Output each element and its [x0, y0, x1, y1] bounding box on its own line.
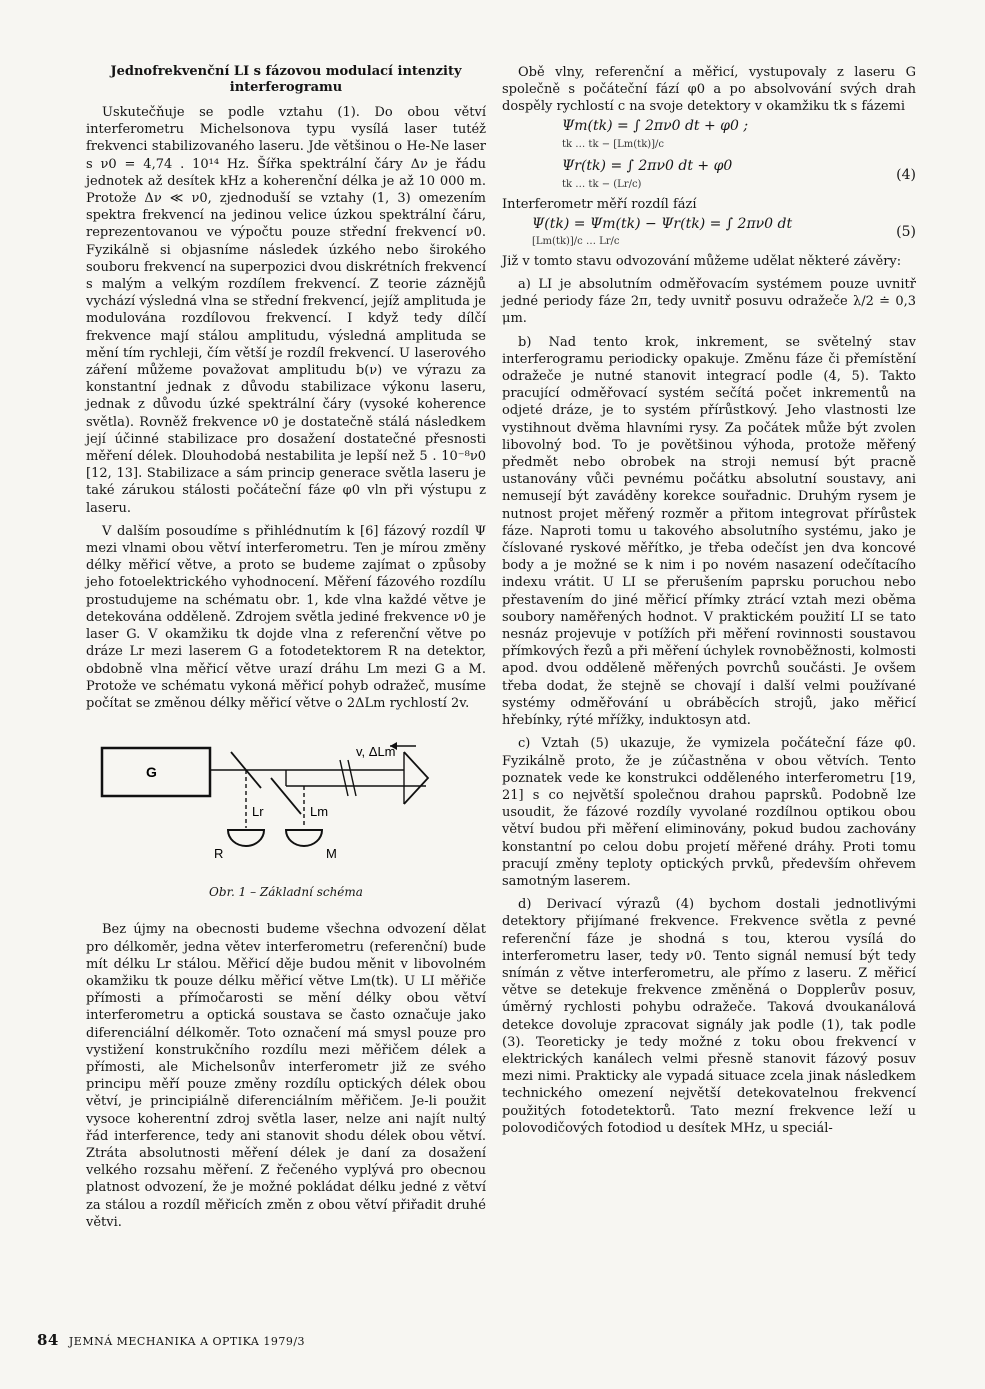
paragraph: a) LI je absolutním odměřovacím systémem pouze uvnitř jedné periody fáze 2π, tedy uvnitř posuvu odražeče λ/2 ≐ 0,3 μm.	[502, 277, 916, 327]
equation-number: (5)	[896, 224, 916, 241]
journal-name: JEMNÁ MECHANIKA A OPTIKA 1979/3	[68, 1335, 306, 1348]
equation-limits: tk … tk − (Lr/c)	[562, 178, 642, 190]
page-footer	[37, 1331, 305, 1349]
paragraph: b) Nad tento krok, inkrement, se světelný stav interferogramu periodicky opakuje. Změnu fáze či přemístění odražeče je nutné stanovit integrací podle (4, 5). Takto pracující odměřovací systém sečítá počet inkrementů na odjeté dráze, je to systém přírůstkový. Jeho vlastnosti lze vystihnout dvěma hlavními rysy. Za počátek může být zvolen libovolný bod. To je povětšinou výhoda, protože měřený předmět nebo obrobek na stroji nemusí být pracně ustanovány vůči pevnému počátku absolutní soustavy, ani nemusejí být zaváděny korekce souřadnic. Druhým rysem je nutnost projet měřený rozměr a přitom integrovat přírůstek fáze. Naproti tomu u takového absolutního systému, jako je číslované ryskové měřítko, je třeba odečíst jen dva koncové body a je možné se k nim i po novém nasazení odečítacího indexu vrátit. U LI se přerušením paprsku poruchou nebo přestavením do jiné měřicí přímky ztrácí vztah mezi oběma soubory naměřených hodnot. V praktickém použití LI se tato nesnáz projevuje v potížích při měření rovinnosti soustavou přímkových řezů a při měření úchylek rovnoběžnosti, kolmosti apod. dvou odděleně měřených povrchů součásti. Je ovšem třeba dodat, že stejně se chovají i další velmi používané systémy odměřování u obráběcích strojů, jako měřicí hřebínky, rýté mřížky, induktosyn atd.	[502, 334, 916, 729]
equation-text: Ψm(tk) = ∫ 2πν0 dt + φ0 ;	[562, 118, 749, 135]
label-G: G	[146, 764, 157, 781]
paragraph: Uskutečňuje se podle vztahu (1). Do obou větví interferometru Michelsonova typu vysílá laser tutéž frekvenci stabilizovaného laseru. Jde většinou o He-Ne laser s ν0 = 4,74 . 10¹⁴ Hz. Šířka spektrální čáry Δν je řádu jednotek až desítek kHz a koherenční délka je až 10 000 m. Protože Δν ≪ ν0, zjednoduší se vztahy (1, 3) omezením spektra frekvencí na jedinou velice úzkou spektrální čáru, reprezentovanou ve výpočtu pouze střední frekvencí ν0. Fyzikálně si objasníme následek úzkého nebo širokého souboru frekvencí na superpozici dvou diskrétních frekvencí s malým a velkým rozdílem frekvencí. Z teorie záznějů vychází výsledná vlna se střední frekvencí, jejíž amplituda je modulována rozdílovou frekvencí. I když tedy dílčí frekvence mají stálou amplitudu, výsledná amplituda se mění tím rychleji, čím větší je rozdíl frekvencí. U laserového záření můžeme považovat amplitudu b(ν) ve výrazu za konstantní jednak z důvodu stabilizace výkonu laseru, jednak z důvodu úzké spektrální čáry (vysoké koherence světla). Rovněž frekvence ν0 je dostatečně stálá následkem její účinné stabilizace pro dosažení dostatečné přesnosti měření délek. Dlouhodobá nestabilita je lepší než 5 . 10⁻⁸ν0 [12, 13]. Stabilizace a sám princip generace světla laseru je také zárukou stálosti počáteční fáze φ0 vln při výstupu z laseru.	[86, 105, 486, 516]
label-M: M	[326, 846, 337, 862]
paragraph: Již v tomto stavu odvozování můžeme udělat některé závěry:	[502, 253, 902, 269]
equation-text: Ψ(tk) = Ψm(tk) − Ψr(tk) = ∫ 2πν0 dt	[532, 215, 793, 232]
paragraph: V dalším posoudíme s přihlédnutím k [6] fázový rozdíl Ψ mezi vlnami obou větví interferometru. Ten je mírou změny délky měřicí větve, a proto se budeme zajímat o způsoby jeho fotoelektrického vyhodnocení. Měření fázového rozdílu prostudujeme na schématu obr. 1, kde vlna každé větve je detekována odděleně. Zdrojem světla jediné frekvence ν0 je laser G. V okamžiku tk dojde vlna z referenční větve po dráze Lr mezi laserem G a fotodetektorem R na detektor, obdobně vlna měřicí větve urazí dráhu Lm mezi G a M. Protože ve schématu vykoná měřicí pohyb odražeč, musíme počítat se změnou délky měřicí větve o 2ΔLm rychlostí 2v.	[86, 523, 486, 711]
left-column	[86, 64, 486, 1231]
label-v-dLm: v, ΔLm	[356, 744, 396, 760]
equation-limits: [Lm(tk)]/c … Lr/c	[532, 235, 620, 247]
page-number: 84	[37, 1331, 59, 1349]
section-heading: Jednofrekvenční LI s fázovou modulací intenzity interferogramu	[110, 64, 462, 95]
paragraph: c) Vztah (5) ukazuje, že vymizela počáteční fáze φ0. Fyzikálně proto, že je zúčastněna v obou větvích. Tento poznatek vede ke konstrukci odděleného interferometru [19, 21] s co největší společnou drahou paprsků. Podobně lze usoudit, že fázové rozdíly vyvolané rozdílnou optikou obou větví budou při měření eliminovány, pokud budou zachovány konstantní po celou dobu projetí měřené dráhy. Proti tomu pracují změny teploty optických prvků, především ohřevem samotným laserem.	[502, 736, 916, 889]
right-column	[502, 64, 916, 1137]
paragraph: d) Derivací výrazů (4) bychom dostali jednotlivými detektory přijímané frekvence. Frekvence světla z pevné referenční fáze je shodná s tou, kterou vysílá do interferometru laser, tedy ν0. Tento signál nemusí být tedy snímán z větve interferometru, ale přímo z laseru. Z měřicí větve se detekuje frekvence změněná o Dopplerův posuv, úměrný rychlosti pohybu odražeče. Taková dvoukanálová detekce dovoluje zpracovat signály jak podle (1), tak podle (3). Teoreticky je tedy možné z toku obou frekvencí v elektrických kanálech velmi přesně stanovit fázový posuv mezi nimi. Prakticky ale vypadá situace zcela jinak následkem technického omezení největší detekovatelnou frekvencí použitých fotodetektorů. Tato mezní frekvence leží u polovodičových fotodiod u desítek MHz, u speciál-	[502, 897, 916, 1136]
equation-psi-r	[502, 156, 916, 196]
paragraph: Bez újmy na obecnosti budeme všechna odvození dělat pro délkoměr, jedna větev interferometru (referenční) bude mít délku Lr stálou. Měřicí děje budou měnit v libovolném okamžiku tk pouze délku měřicí větve Lm(tk). U LI měřiče přímosti a přímočarosti se mění délky obou větví interferometru a optická soustava se často označuje jako diferenciální délkoměr. Toto označení má smysl pouze pro vystižení konstrukčního rozdílu mezi měřičem délek a přímosti, ale Michelsonův interferometr již ze svého principu měří pouze změny rozdílu optických délek obou větví, je principiálně diferenciálním měřičem. Je-li použit vysoce koherentní zdroj světla laser, nelze ani najít nultý řád interference, tedy ani stanovit shodu délek obou větví. Ztráta absolutnosti měření délek je daní za dosažení velkého rozsahu měření. Z řečeného vyplývá pro obecnou platnost odvození, že je možné pokládat délku jedné z větví za stálou a rozdíl měřicích změn z obou větví přiřadit druhé větvi.	[86, 922, 486, 1230]
label-Lr: Lr	[252, 804, 264, 820]
paragraph: Interferometr měří rozdíl fází	[502, 196, 697, 212]
equation-limits: tk … tk − [Lm(tk)]/c	[562, 138, 665, 150]
label-Lm: Lm	[310, 804, 329, 820]
paragraph: Obě vlny, referenční a měřicí, vystupovaly z laseru G společně s počáteční fází φ0 a po absolvování svých drah dospěly rychlostí c na svoje detektory v okamžiku tk s fázemi	[502, 65, 916, 115]
figure-basic-scheme	[86, 730, 486, 880]
equation-text: Ψr(tk) = ∫ 2πν0 dt + φ0	[562, 158, 733, 175]
figure-caption: Obr. 1 – Základní schéma	[209, 885, 363, 900]
equation-psi-m	[502, 116, 916, 156]
label-R: R	[214, 846, 224, 862]
equation-psi	[502, 213, 916, 253]
equation-number: (4)	[896, 167, 916, 183]
